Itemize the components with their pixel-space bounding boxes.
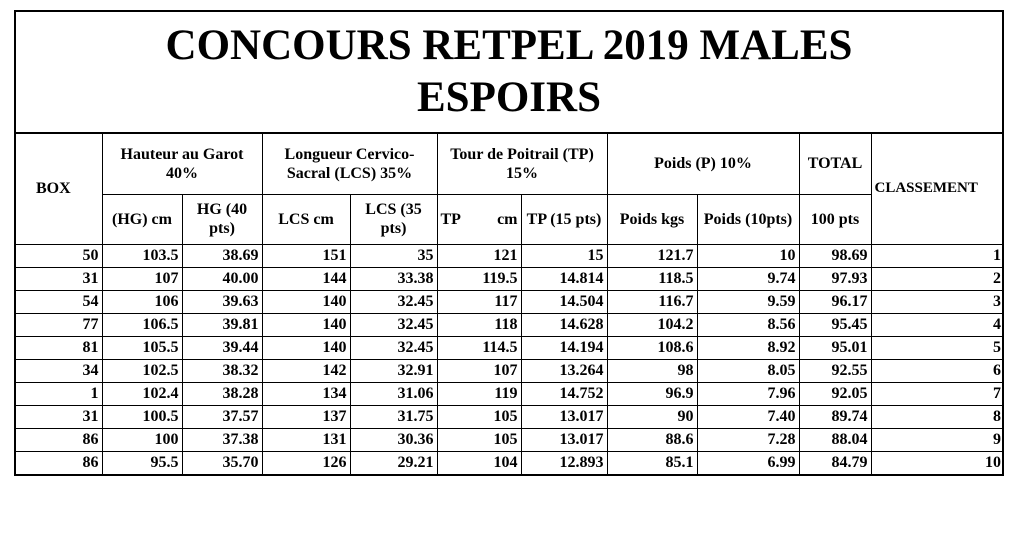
cell-hg-cm: 100.5 — [102, 405, 182, 428]
cell-hg-cm: 95.5 — [102, 451, 182, 474]
page-title — [16, 12, 1002, 134]
cell-classement: 10 — [871, 451, 1004, 474]
cell-classement: 3 — [871, 290, 1004, 313]
cell-lcs-pts: 31.75 — [350, 405, 437, 428]
cell-hg-cm: 100 — [102, 428, 182, 451]
title-line-1: CONCOURS RETPEL 2019 MALES — [165, 22, 853, 69]
cell-hg-cm: 106 — [102, 290, 182, 313]
cell-poids-pts: 8.56 — [697, 313, 799, 336]
cell-lcs-cm: 151 — [262, 244, 350, 267]
header-hg-pts: HG (40 pts) — [182, 194, 262, 244]
cell-hg-pts: 39.81 — [182, 313, 262, 336]
table-row — [16, 428, 1004, 451]
title-line-2: ESPOIRS — [416, 74, 601, 121]
table-row — [16, 451, 1004, 474]
cell-tp-pts: 14.504 — [521, 290, 607, 313]
header-poids: Poids (P) 10% — [607, 134, 799, 194]
results-table — [16, 134, 1004, 474]
cell-total: 95.45 — [799, 313, 871, 336]
cell-lcs-cm: 140 — [262, 336, 350, 359]
cell-box: 86 — [16, 428, 102, 451]
header-tour: Tour de Poitrail (TP) 15% — [437, 134, 607, 194]
cell-tp-cm: 107 — [437, 359, 521, 382]
cell-classement: 6 — [871, 359, 1004, 382]
cell-hg-cm: 102.5 — [102, 359, 182, 382]
cell-tp-pts: 13.017 — [521, 428, 607, 451]
cell-poids-kgs: 121.7 — [607, 244, 697, 267]
cell-tp-pts: 14.194 — [521, 336, 607, 359]
cell-poids-pts: 7.96 — [697, 382, 799, 405]
table-row — [16, 382, 1004, 405]
cell-classement: 8 — [871, 405, 1004, 428]
cell-poids-pts: 7.28 — [697, 428, 799, 451]
cell-lcs-pts: 32.45 — [350, 336, 437, 359]
cell-poids-kgs: 88.6 — [607, 428, 697, 451]
cell-classement: 5 — [871, 336, 1004, 359]
cell-hg-pts: 38.32 — [182, 359, 262, 382]
cell-tp-pts: 14.814 — [521, 267, 607, 290]
cell-lcs-pts: 32.45 — [350, 290, 437, 313]
cell-lcs-cm: 140 — [262, 313, 350, 336]
cell-lcs-pts: 32.45 — [350, 313, 437, 336]
cell-lcs-cm: 140 — [262, 290, 350, 313]
cell-lcs-cm: 134 — [262, 382, 350, 405]
cell-lcs-cm: 126 — [262, 451, 350, 474]
cell-lcs-pts: 33.38 — [350, 267, 437, 290]
header-poids-kgs: Poids kgs — [607, 194, 697, 244]
header-tp-cm — [437, 194, 521, 244]
header-row-sub — [16, 194, 1004, 244]
cell-poids-kgs: 118.5 — [607, 267, 697, 290]
cell-box: 50 — [16, 244, 102, 267]
cell-total: 95.01 — [799, 336, 871, 359]
header-tp-label: TP — [440, 210, 461, 228]
table-row — [16, 359, 1004, 382]
cell-poids-pts: 9.74 — [697, 267, 799, 290]
results-sheet — [14, 10, 1004, 476]
cell-total: 92.55 — [799, 359, 871, 382]
cell-poids-kgs: 85.1 — [607, 451, 697, 474]
header-longueur: Longueur Cervico-Sacral (LCS) 35% — [262, 134, 437, 194]
cell-tp-cm: 118 — [437, 313, 521, 336]
cell-poids-pts: 10 — [697, 244, 799, 267]
table-row — [16, 267, 1004, 290]
cell-total: 89.74 — [799, 405, 871, 428]
cell-hg-cm: 105.5 — [102, 336, 182, 359]
cell-poids-pts: 8.05 — [697, 359, 799, 382]
cell-hg-cm: 103.5 — [102, 244, 182, 267]
cell-box: 31 — [16, 267, 102, 290]
table-row — [16, 405, 1004, 428]
table-row — [16, 244, 1004, 267]
cell-poids-kgs: 90 — [607, 405, 697, 428]
cell-total: 97.93 — [799, 267, 871, 290]
cell-hg-pts: 38.69 — [182, 244, 262, 267]
header-row-group — [16, 134, 1004, 194]
cell-tp-pts: 12.893 — [521, 451, 607, 474]
header-hauteur: Hauteur au Garot 40% — [102, 134, 262, 194]
header-lcs-pts: LCS (35 pts) — [350, 194, 437, 244]
cell-hg-cm: 106.5 — [102, 313, 182, 336]
cell-lcs-pts: 32.91 — [350, 359, 437, 382]
cell-tp-cm: 104 — [437, 451, 521, 474]
cell-total: 96.17 — [799, 290, 871, 313]
cell-hg-pts: 37.38 — [182, 428, 262, 451]
cell-tp-cm: 119 — [437, 382, 521, 405]
cell-hg-pts: 38.28 — [182, 382, 262, 405]
cell-box: 86 — [16, 451, 102, 474]
cell-poids-kgs: 98 — [607, 359, 697, 382]
cell-poids-pts: 8.92 — [697, 336, 799, 359]
cell-poids-pts: 7.40 — [697, 405, 799, 428]
header-poids-pts: Poids (10pts) — [697, 194, 799, 244]
cell-tp-pts: 14.752 — [521, 382, 607, 405]
cell-box: 1 — [16, 382, 102, 405]
cell-classement: 4 — [871, 313, 1004, 336]
cell-poids-kgs: 108.6 — [607, 336, 697, 359]
header-total-pts: 100 pts — [799, 194, 871, 244]
cell-lcs-pts: 31.06 — [350, 382, 437, 405]
cell-tp-pts: 15 — [521, 244, 607, 267]
cell-total: 98.69 — [799, 244, 871, 267]
cell-classement: 7 — [871, 382, 1004, 405]
cell-poids-kgs: 104.2 — [607, 313, 697, 336]
cell-lcs-cm: 142 — [262, 359, 350, 382]
header-classement: CLASSEMENT — [871, 134, 1004, 244]
cell-hg-pts: 35.70 — [182, 451, 262, 474]
cell-lcs-cm: 137 — [262, 405, 350, 428]
cell-lcs-cm: 131 — [262, 428, 350, 451]
cell-hg-cm: 102.4 — [102, 382, 182, 405]
header-lcs-cm: LCS cm — [262, 194, 350, 244]
cell-lcs-pts: 30.36 — [350, 428, 437, 451]
cell-tp-cm: 105 — [437, 405, 521, 428]
cell-box: 31 — [16, 405, 102, 428]
cell-tp-cm: 119.5 — [437, 267, 521, 290]
cell-poids-kgs: 116.7 — [607, 290, 697, 313]
cell-total: 92.05 — [799, 382, 871, 405]
cell-poids-kgs: 96.9 — [607, 382, 697, 405]
cell-classement: 2 — [871, 267, 1004, 290]
cell-hg-pts: 39.44 — [182, 336, 262, 359]
header-hg-cm: (HG) cm — [102, 194, 182, 244]
cell-tp-cm: 105 — [437, 428, 521, 451]
cell-box: 54 — [16, 290, 102, 313]
header-total: TOTAL — [799, 134, 871, 194]
cell-total: 84.79 — [799, 451, 871, 474]
cell-lcs-pts: 35 — [350, 244, 437, 267]
cell-poids-pts: 6.99 — [697, 451, 799, 474]
cell-hg-pts: 40.00 — [182, 267, 262, 290]
cell-box: 81 — [16, 336, 102, 359]
cell-classement: 1 — [871, 244, 1004, 267]
header-box: BOX — [16, 134, 102, 244]
table-row — [16, 336, 1004, 359]
cell-lcs-cm: 144 — [262, 267, 350, 290]
cell-total: 88.04 — [799, 428, 871, 451]
cell-hg-cm: 107 — [102, 267, 182, 290]
header-tp-pts: TP (15 pts) — [521, 194, 607, 244]
cell-tp-pts: 14.628 — [521, 313, 607, 336]
cell-tp-cm: 114.5 — [437, 336, 521, 359]
header-tp-unit: cm — [497, 210, 518, 228]
cell-box: 34 — [16, 359, 102, 382]
cell-tp-pts: 13.017 — [521, 405, 607, 428]
table-row — [16, 290, 1004, 313]
cell-tp-cm: 117 — [437, 290, 521, 313]
cell-tp-cm: 121 — [437, 244, 521, 267]
table-row — [16, 313, 1004, 336]
cell-classement: 9 — [871, 428, 1004, 451]
cell-lcs-pts: 29.21 — [350, 451, 437, 474]
cell-hg-pts: 39.63 — [182, 290, 262, 313]
cell-hg-pts: 37.57 — [182, 405, 262, 428]
cell-poids-pts: 9.59 — [697, 290, 799, 313]
cell-box: 77 — [16, 313, 102, 336]
cell-tp-pts: 13.264 — [521, 359, 607, 382]
